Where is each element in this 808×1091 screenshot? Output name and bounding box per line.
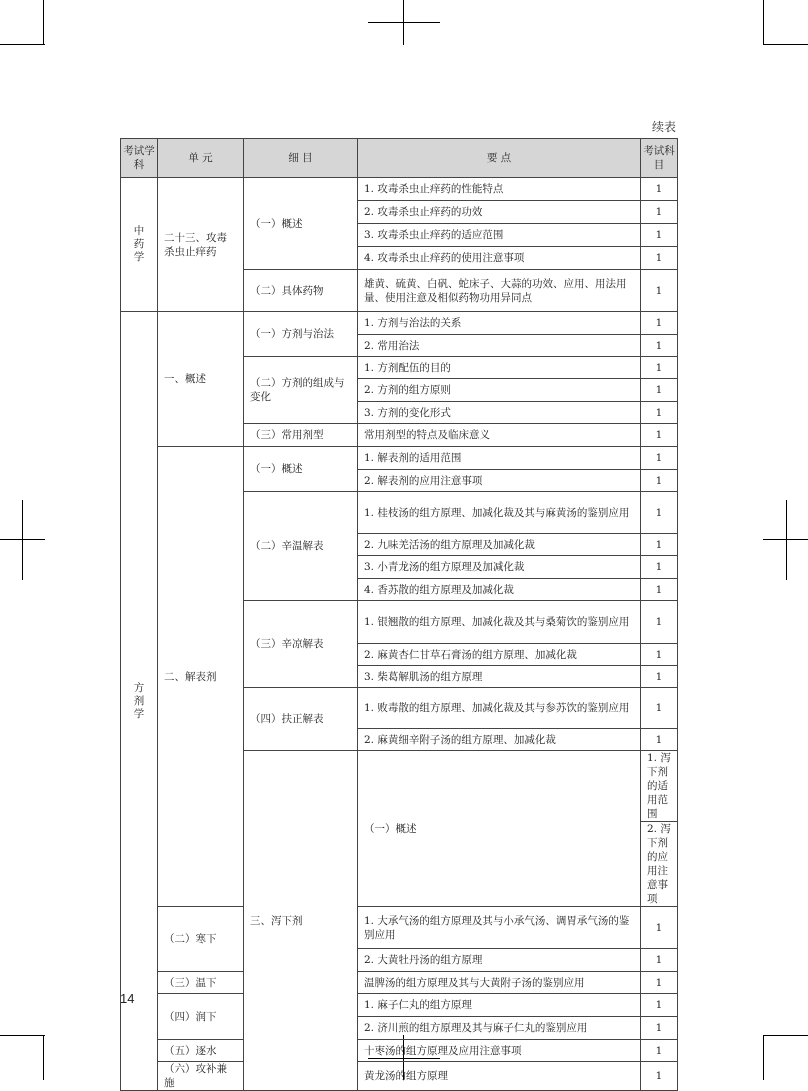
item-cell: （四）扶正解表 [244,688,358,751]
crop-mark [763,44,808,45]
table-row [121,447,678,470]
crop-mark [786,500,787,580]
crop-mark [0,44,45,45]
exam-cell: 1 [641,556,678,579]
exam-cell: 1 [641,907,678,949]
exam-cell: 1 [641,357,678,379]
item-cell: （二）辛温解表 [244,492,358,601]
header-subject: 考试学科 [121,139,158,178]
point-cell: 2. 济川煎的组方原理及其与麻子仁丸的鉴别应用 [358,1017,641,1040]
subject-label: 方剂学 [133,681,145,720]
point-cell: 1. 银翘散的组方原理、加减化裁及其与桑菊饮的鉴别应用 [358,601,641,644]
table-row [121,178,678,201]
item-cell: （二）方剂的组成与变化 [244,357,358,424]
crop-mark [0,539,45,540]
point-cell: 黄龙汤的组方原理 [358,1062,641,1091]
header-exam: 考试科目 [641,139,678,178]
table-row [121,312,678,335]
item-cell: （二）具体药物 [244,270,358,312]
point-cell: 2. 麻黄杏仁甘草石膏汤的组方原理、加减化裁 [358,644,641,666]
point-cell: 2. 方剂的组方原则 [358,379,641,402]
point-cell: 3. 柴葛解肌汤的组方原理 [358,666,641,688]
point-cell: 1. 解表剂的适用范围 [358,447,641,470]
subject-cell [121,312,158,1091]
exam-cell: 1 [641,201,678,224]
exam-cell: 1 [641,1040,678,1062]
point-cell: 3. 方剂的变化形式 [358,402,641,424]
syllabus-table [120,138,678,1091]
item-cell: （四）润下 [158,994,244,1040]
exam-cell: 1 [641,447,678,470]
point-cell: 1. 桂枝汤的组方原理、加减化裁及其与麻黄汤的鉴别应用 [358,492,641,534]
point-cell: 温脾汤的组方原理及其与大黄附子汤的鉴别应用 [358,972,641,994]
exam-cell: 1 [641,470,678,492]
point-cell: 1. 泻下剂的适用范围 [641,751,678,822]
item-cell: （三）常用剂型 [244,424,358,447]
point-cell: 雄黄、硫黄、白矾、蛇床子、大蒜的功效、应用、用法用量、使用注意及相似药物功用异同点 [358,270,641,312]
point-cell: 2. 泻下剂的应用注意事项 [641,822,678,907]
header-row [121,139,678,178]
exam-cell: 1 [641,729,678,751]
point-cell: 1. 方剂配伍的目的 [358,357,641,379]
item-cell: （二）寒下 [158,907,244,972]
exam-cell: 1 [641,579,678,601]
point-cell: 1. 方剂与治法的关系 [358,312,641,335]
point-cell: 2. 攻毒杀虫止痒药的功效 [358,201,641,224]
exam-cell: 1 [641,424,678,447]
exam-cell: 1 [641,601,678,644]
table-row [121,1062,678,1091]
crop-mark [22,500,23,580]
exam-cell: 1 [641,949,678,972]
item-cell: （五）逐水 [158,1040,244,1062]
subject-label: 中药学 [133,225,145,263]
exam-cell: 1 [641,1017,678,1040]
exam-cell: 1 [641,666,678,688]
exam-cell: 1 [641,688,678,729]
point-cell: 1. 攻毒杀虫止痒药的性能特点 [358,178,641,201]
point-cell: 2. 大黄牡丹汤的组方原理 [358,949,641,972]
table-row [121,1040,678,1062]
table-row [121,907,678,949]
table-row [121,994,678,1017]
exam-cell: 1 [641,270,678,312]
exam-cell: 1 [641,534,678,556]
point-cell: 1. 败毒散的组方原理、加减化裁及其与参苏饮的鉴别应用 [358,688,641,729]
subject-cell [121,178,158,312]
unit-cell: 一、概述 [158,312,244,447]
crop-mark [763,1035,808,1036]
point-cell: 十枣汤的组方原理及应用注意事项 [358,1040,641,1062]
unit-cell: 三、泻下剂 [244,751,358,1091]
header-points: 要 点 [358,139,641,178]
point-cell: 常用剂型的特点及临床意义 [358,424,641,447]
point-cell: 3. 攻毒杀虫止痒药的适应范围 [358,224,641,247]
point-cell: 4. 攻毒杀虫止痒药的使用注意事项 [358,247,641,270]
exam-cell: 1 [641,247,678,270]
exam-cell: 1 [641,402,678,424]
exam-cell: 1 [641,379,678,402]
point-cell: 1. 大承气汤的组方原理及其与小承气汤、调胃承气汤的鉴别应用 [358,907,641,949]
exam-cell: 1 [641,178,678,201]
header-item: 细 目 [244,139,358,178]
item-cell: （一）概述 [244,178,358,270]
exam-cell: 1 [641,492,678,534]
exam-cell: 1 [641,972,678,994]
crop-mark [763,0,764,45]
page-number: 14 [120,991,135,1006]
crop-mark [0,1035,45,1036]
point-cell: 2. 麻黄细辛附子汤的组方原理、加减化裁 [358,729,641,751]
exam-cell: 1 [641,224,678,247]
unit-cell: 二、解表剂 [158,447,244,907]
crop-mark [43,1035,44,1080]
point-cell: 3. 小青龙汤的组方原理及加减化裁 [358,556,641,579]
unit-cell: 二十三、攻毒杀虫止痒药 [158,178,244,312]
point-cell: 2. 解表剂的应用注意事项 [358,470,641,492]
exam-cell: 1 [641,335,678,357]
item-cell: （一）概述 [358,751,641,907]
exam-cell: 1 [641,994,678,1017]
exam-cell: 1 [641,312,678,335]
point-cell: 1. 麻子仁丸的组方原理 [358,994,641,1017]
item-cell: （一）概述 [244,447,358,492]
item-cell: （一）方剂与治法 [244,312,358,357]
exam-cell: 1 [641,644,678,666]
crop-mark [368,22,440,23]
crop-mark [763,539,808,540]
table-row [121,972,678,994]
point-cell: 2. 九味羌活汤的组方原理及加减化裁 [358,534,641,556]
exam-cell: 1 [641,1062,678,1091]
item-cell: （三）温下 [158,972,244,994]
continued-label: 续表 [651,120,676,134]
item-cell: （三）辛凉解表 [244,601,358,688]
crop-mark [43,0,44,45]
crop-mark [763,1035,764,1080]
point-cell: 2. 常用治法 [358,335,641,357]
point-cell: 4. 香苏散的组方原理及加减化裁 [358,579,641,601]
header-unit: 单 元 [158,139,244,178]
item-cell: （六）攻补兼施 [158,1062,244,1091]
